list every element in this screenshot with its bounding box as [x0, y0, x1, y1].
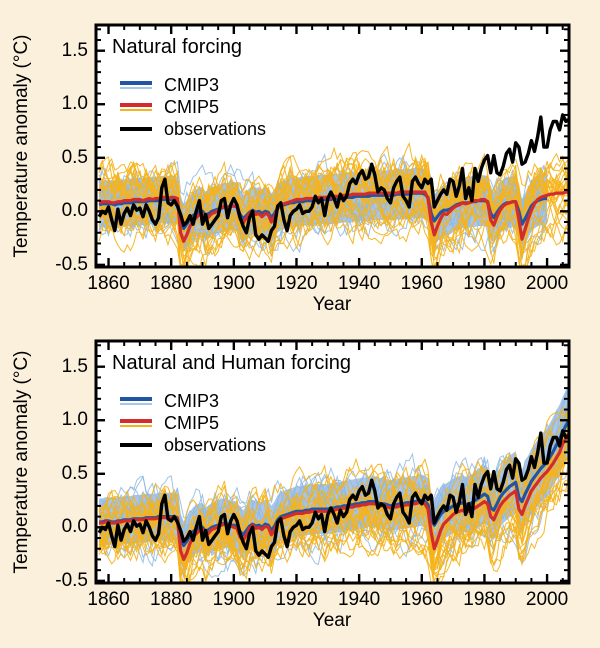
legend-item-cmip3 — [120, 76, 266, 93]
legend-label-cmip3: CMIP3 — [164, 390, 220, 411]
x-tick-label-1980: 1980 — [463, 273, 506, 294]
x-axis-title-top: Year — [312, 294, 352, 315]
legend-item-cmip3 — [120, 392, 266, 409]
x-tick-label-1900: 1900 — [212, 589, 255, 610]
legend-label-cmip3: CMIP3 — [164, 74, 220, 95]
cmip3-line-swatch-icon — [120, 397, 152, 405]
x-tick-label-1960: 1960 — [400, 273, 443, 294]
x-tick-label-1860: 1860 — [87, 273, 130, 294]
observations-line-swatch-icon — [120, 127, 152, 131]
x-tick-label-1960: 1960 — [400, 589, 443, 610]
y-axis-title-top: Temperature anomaly (°C) — [11, 34, 32, 258]
legend-label-observations: observations — [164, 118, 267, 139]
x-axis-title-bottom: Year — [312, 610, 352, 631]
observations-line-swatch-icon — [120, 443, 152, 447]
legend-top — [120, 76, 266, 137]
legend-item-observations — [120, 436, 266, 453]
legend-item-cmip5 — [120, 98, 266, 115]
x-tick-label-1860: 1860 — [87, 589, 130, 610]
x-tick-label-2000: 2000 — [525, 273, 569, 294]
legend-label-observations: observations — [164, 434, 267, 455]
y-tick-label-0.5: 0.5 — [61, 462, 88, 484]
x-tick-label-1980: 1980 — [463, 589, 506, 610]
y-tick-label--0.5: -0.5 — [55, 569, 88, 591]
cmip5-line-swatch-icon — [120, 103, 152, 111]
x-tick-label-1900: 1900 — [212, 273, 255, 294]
x-tick-label-1920: 1920 — [275, 273, 318, 294]
cmip5-line-swatch-icon — [120, 419, 152, 427]
y-tick-label--0.5: -0.5 — [55, 253, 88, 275]
y-tick-label-0.0: 0.0 — [61, 516, 88, 538]
y-axis-title-bottom: Temperature anomaly (°C) — [11, 350, 32, 574]
y-tick-label-1.0: 1.0 — [61, 409, 88, 431]
x-tick-label-1880: 1880 — [150, 273, 193, 294]
legend-label-cmip5: CMIP5 — [164, 96, 220, 117]
legend-label-cmip5: CMIP5 — [164, 412, 220, 433]
y-tick-label-0.5: 0.5 — [61, 146, 88, 168]
legend-bottom — [120, 392, 266, 453]
panel-bottom-title: Natural and Human forcing — [112, 352, 352, 374]
y-tick-label-1.0: 1.0 — [61, 93, 88, 115]
x-tick-label-1920: 1920 — [275, 589, 318, 610]
panel-top-title: Natural forcing — [112, 36, 243, 58]
legend-item-observations — [120, 120, 266, 137]
cmip3-line-swatch-icon — [120, 81, 152, 89]
y-tick-label-1.5: 1.5 — [61, 39, 88, 61]
x-tick-label-1940: 1940 — [337, 589, 381, 610]
x-tick-label-1880: 1880 — [150, 589, 193, 610]
legend-item-cmip5 — [120, 414, 266, 431]
y-tick-label-0.0: 0.0 — [61, 200, 88, 222]
x-tick-label-2000: 2000 — [525, 589, 569, 610]
y-tick-label-1.5: 1.5 — [61, 355, 88, 377]
x-tick-label-1940: 1940 — [337, 273, 381, 294]
